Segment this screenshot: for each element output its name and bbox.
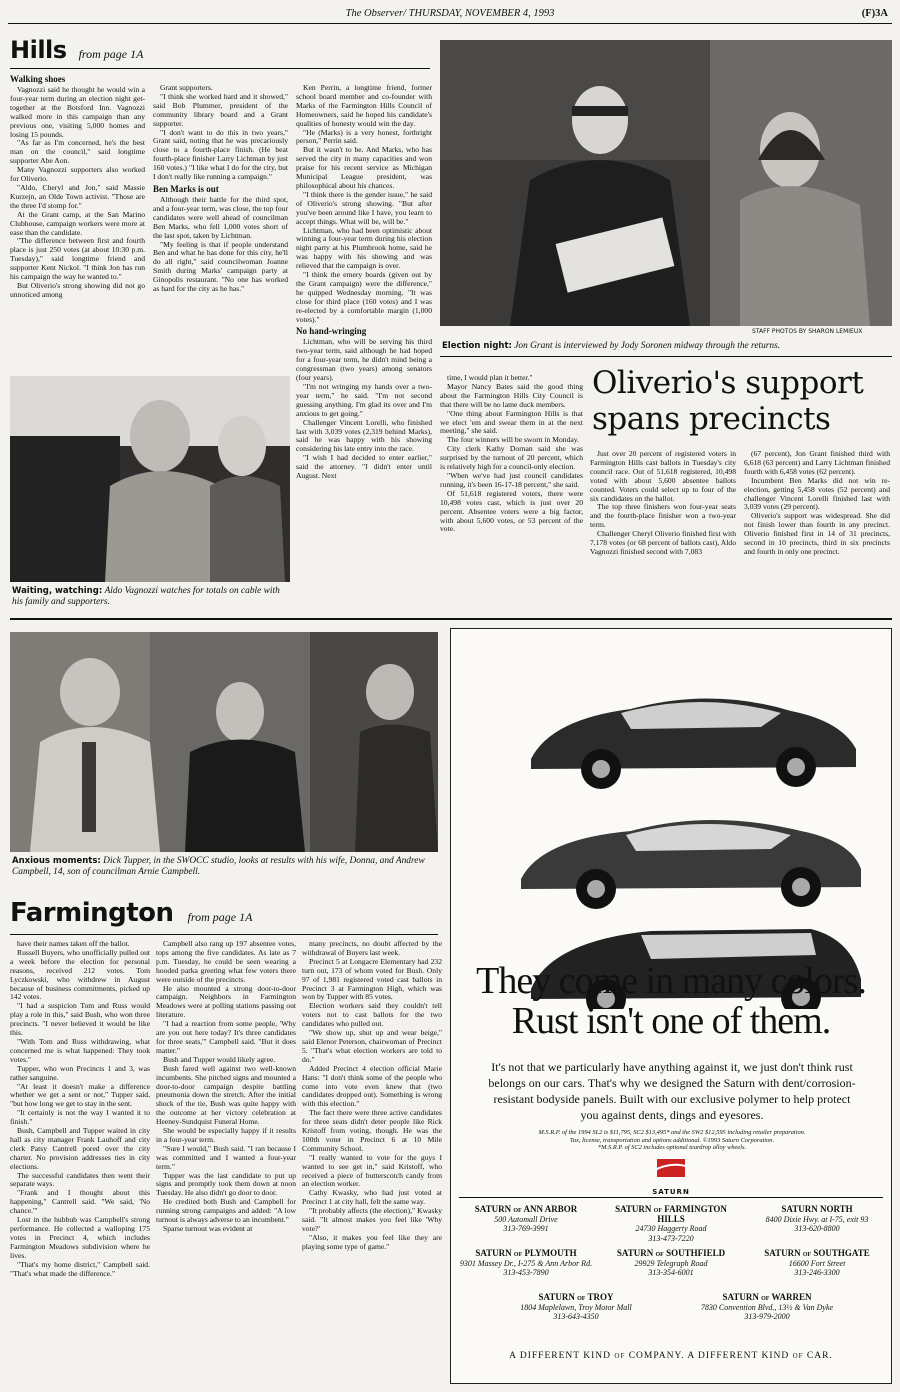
paragraph: "When we've had just council candidates running, it's been 16-17-18 percent," she said. (440, 470, 583, 489)
dealer-name: SATURN of TROY (538, 1292, 614, 1302)
paragraph: Many Vagnozzi supporters also worked for Oliverio. (10, 165, 145, 184)
dealer-phone: 313-354-6001 (648, 1268, 694, 1277)
dealer-plymouth (457, 1249, 595, 1278)
paragraph: "I had a reaction from some people, 'Why are you out here today? It's three candidates for three seats,'" Campbell said. "But it does matter." (156, 1019, 296, 1055)
paragraph: "I think she worked hard and it showed," said Bob Plummer, president of the community library board and a Grant supporter. (153, 91, 288, 128)
paragraph: "One thing about Farmington Hills is that we elect 'em and swear them in at the next meeting," she said. (440, 408, 583, 436)
hills-column-4 (440, 374, 583, 610)
paragraph: The four winners will be sworn in Monday. (447, 435, 579, 445)
paragraph: She would be especially happy if it results in a four-year term. (156, 1126, 296, 1144)
paragraph: have their names taken off the ballot. (17, 940, 130, 948)
dealer-address: 9301 Massey Dr., I-275 & Ann Arbor Rd. 313-453-7890 (459, 1258, 593, 1277)
caption-text: Jon Grant is interviewed by Jody Soronen midway through the returns. (514, 341, 781, 351)
photo-grant-image (440, 40, 892, 326)
paragraph: At the Grant camp, at the San Marino Clubhouse, campaign workers were more at ease than the candidate. (10, 209, 145, 237)
subhead-no-hand-wringing: No hand-wringing (296, 326, 367, 337)
car-illustrations (511, 649, 871, 1009)
car-sedan-icon (521, 820, 861, 909)
paragraph: Tupper, who won Precincts 1 and 3, was rather sanguine. (10, 1063, 150, 1082)
paragraph: "My feeling is that if people understand Ben and what he has done for this city, he'll do all right," said councilwoman Joanne Smith during Marks' campaign party at Ginopolis restaurant. "No one has worked as hard for the city as he has." (153, 239, 288, 294)
paragraph: Mayor Nancy Bates said the good thing about the Farmington Hills City Council is that there will be no lame duck members. (440, 381, 583, 409)
paragraph: "With Tom and Russ withdrawing, what concerned me is what happened: They took votes." (10, 1036, 150, 1064)
paragraph: Just over 20 percent of registered voters in Farmington Hills cast ballots in Tuesday's city council race. Out of 51,618 registered, 10,498 voted with about 5,600 absentee ballots counted. Voters could select up to four of the six candidates on the ballot. (590, 450, 736, 503)
paragraph: "As far as I'm concerned, he's the best man on the council," said longtime supporter Abe Aon. (10, 138, 145, 166)
dealer-name: SATURN of FARMINGTON HILLS (615, 1204, 727, 1224)
ad-rule (459, 1197, 883, 1198)
hills-kicker-block (10, 36, 143, 64)
paragraph: Sparse turnout was evident at (163, 1224, 253, 1233)
hills-kicker: Hills (10, 36, 67, 64)
paragraph: The fact there were three active candidates for three seats didn't deter people like Rick Kristoff from voting, though. He was the 100th voter in Precinct 6 at 10 Mile Community School. (302, 1108, 442, 1153)
farmington-kicker-block (10, 898, 252, 928)
ad-tagline: A DIFFERENT KIND of COMPANY. A DIFFERENT KIND of CAR. (509, 1351, 833, 1361)
paragraph: Cathy Kwasky, who had just voted at Precinct 1 at city hall, felt the same way. (302, 1188, 442, 1207)
paragraph: But it wasn't to be. And Marks, who has served the city in many capacities and won praise for his recent service as Michigan Municipal League president, was philosophical about his chances. (296, 145, 432, 190)
paragraph: He also mounted a strong door-to-door campaign. Neighbors in Farmington Meadows were at polling stations passing out literature. (156, 983, 296, 1020)
paragraph: Russell Buyers, who unofficially pulled out a week before the election for personal reasons, received 212 votes. Tom Lyczkowski, who withdrew in August because of business commitments, picked up 142 votes. (10, 947, 150, 1002)
paragraph: Challenger Vincent Lorelli, who finished last with 3,039 votes (2,319 behind Marks), said he was happy with his showing considering his late entry into the race. (296, 417, 432, 454)
paragraph: "The difference between first and fourth place is just 250 votes (at about 10:30 p.m. Tuesday)," said longtime friend and supporter Kent Nickol. "I think Jon has run his campaign the way he wanted to." (10, 236, 145, 282)
paragraph: Of 51,618 registered voters, there were 10,498 votes cast, which is just over 20 percent. Absentee voters were a big factor, with about 5,600 votes, or 53 percent of the vote. (440, 488, 583, 534)
dealer-phone: 313-769-3991 (503, 1224, 549, 1233)
dealer-address: 500 Automall Drive (494, 1214, 558, 1224)
ad-fineprint (481, 1129, 863, 1152)
dealer-address: 24730 Haggerty Road (635, 1224, 707, 1233)
paragraph: "Sure I would," Bush said. "I ran because I was committed and I wanted a four-year term." (156, 1143, 296, 1171)
paragraph: Although their battle for the third spot, and a four-year term, was close, the top four candidates were well ahead of councilman Ben Marks, who fell 1,000 votes short of the last spot, taken by Lichtman. (153, 194, 288, 240)
dealer-southfield (601, 1249, 741, 1278)
paragraph: "We show up, shut up and wear beige," said Elenor Peterson, chairwoman of Precinct 5. "That's what election workers are told to do." (302, 1028, 442, 1064)
caption-text: Dick Tupper, in the SWOCC studio, looks at results with his wife, Donna, and Andrew Campbell, 14, son of councilman Arnie Campbell. (12, 856, 425, 877)
paragraph: (67 percent), Jon Grant finished third with 6,618 (63 percent) and Larry Lichtman finished fourth with 6,458 votes (62 percent). (744, 450, 890, 476)
car-coupe-icon (531, 698, 856, 789)
dealer-warren (677, 1293, 857, 1322)
oliverio-headline-line-2: spans precincts (592, 401, 831, 437)
dealer-name: SATURN of SOUTHFIELD (616, 1248, 726, 1258)
dealer-address: 16600 Fort Street (788, 1258, 846, 1268)
hills-from-page: from page 1A (78, 47, 144, 61)
dealer-address: 1804 Maplelawn, Troy Motor Mall (520, 1302, 632, 1312)
dealer-address: 29929 Telegraph Road (634, 1258, 708, 1268)
photo-tupper-image (10, 632, 438, 852)
dealer-phone: 313-643-4350 (553, 1312, 599, 1321)
paragraph: Incumbent Ben Marks did not win re-election, getting 5,458 votes (52 percent) and challenger Vincent Lorelli finished last with 3,039 votes (29 percent). (744, 475, 890, 512)
photo-credit: STAFF PHOTOS BY SHARON LEMIEUX (752, 328, 863, 335)
fineprint-line: Tax, license, transportation and options additional. ©1993 Saturn Corporation. (569, 1136, 775, 1144)
masthead-dateline: The Observer/ THURSDAY, NOVEMBER 4, 1993 (345, 8, 555, 19)
caption-grant (442, 341, 892, 352)
paragraph: City clerk Kathy Dornan said she was surprised by the turnout of 20 percent, which is relatively high for a council-only election. (440, 444, 583, 472)
paragraph: Lost in the hubbub was Campbell's strong performance. He collected a walloping 175 votes in Precinct 4, which includes Farmington Meadows subdivision where he lives. (10, 1215, 150, 1260)
dealer-phone: 313-473-7220 (648, 1233, 694, 1243)
dealer-ann-arbor (457, 1205, 595, 1234)
paragraph: Grant supporters. (160, 84, 213, 92)
paragraph: "It probably affects (the election)," Kwasky said. "It almost makes you feel like 'Why vote?' (302, 1206, 442, 1233)
paragraph: "I really wanted to vote for the guys I wanted to see get in," said Kristoff, who received a piece of butterscotch candy from an election worker. (302, 1152, 442, 1189)
hills-column-3 (296, 84, 432, 608)
paragraph: "Also, it makes you feel like they are playing some type of game." (302, 1232, 442, 1251)
saturn-advertisement (450, 628, 892, 1384)
paragraph: He credited both Bush and Campbell for running strong campaigns and added: "A low turnout is always adverse to an incumbent." (156, 1197, 296, 1225)
ad-body: It's not that we particularly have anything against it, we just don't think rust belongs on our cars. That's why we designed the Saturn with dent/corrosion-resistant bodyside panels. Built with our exclusive polymer to help protect you against dents, dings and eyesores. (488, 1060, 856, 1122)
paragraph: Oliverio's support was widespread. She did not finish lower than fourth in any precinct. Oliverio finished first in 14 of 31 precincts, second in 10 precincts, third in six precincts and fourth in only one precinct. (744, 511, 890, 556)
dealer-name: SATURN of PLYMOUTH (475, 1248, 577, 1258)
paragraph: Bush fared well against two well-known incumbents. She pitched signs and mounted a door-to-door campaign despite battling pneumonia down the stretch. After the initial shock of the tie, Bush was quite happy with the outcome at her victory celebration at Heeney-Sundquist Funeral Home. (156, 1063, 296, 1127)
subhead-walking-shoes: Walking shoes (10, 74, 66, 84)
paragraph: Vagnozzi said he thought he would win a four-year term during an election night get-together at the Botsford Inn. Vagnozzi walked more in this campaign than any previous one, visiting 5,000 homes and losing 15 pounds. (10, 85, 145, 139)
page-number: (F)3A (861, 8, 888, 19)
dealer-address: 8400 Dixie Hwy. at I-75, exit 93 (765, 1214, 869, 1224)
saturn-logo-text: SATURN (652, 1188, 690, 1196)
paragraph: time, I would plan it better." (447, 374, 533, 382)
fineprint-line: *M.S.R.P. of SC2 includes optional teardrop alloy wheels. (597, 1144, 747, 1152)
oliverio-column-2 (744, 450, 890, 612)
caption-vagnozzi (12, 586, 292, 608)
paragraph: "That's my home district," Campbell said. "That's what made the difference." (10, 1259, 150, 1278)
paragraph: But Oliverio's strong showing did not go unnoticed among (10, 280, 145, 299)
farmington-column-1 (10, 940, 150, 1380)
paragraph: "I'm not wringing my hands over a two-year term," he said. "I'm not second guessing anything. I'm glad its over and I'm anxious to get going." (296, 382, 432, 418)
photo-vagnozzi (10, 376, 290, 582)
dealer-address: 7830 Convention Blvd., 13½ & Van Dyke (700, 1302, 834, 1312)
oliverio-column-1 (590, 450, 736, 612)
dealer-name: SATURN NORTH (781, 1204, 853, 1214)
fineprint-line: M.S.R.P. of the 1994 SL2 is $11,795, SC2 $13,495* and the SW2 $12,595 including retailer preparation. (538, 1129, 806, 1136)
paragraph: Election workers said they couldn't tell voters not to cast ballots for the two candidates who pulled out. (302, 1001, 442, 1029)
subhead-ben-marks: Ben Marks is out (153, 183, 219, 194)
paragraph: Precinct 5 at Longacre Elementary had 232 turn out, 173 of whom voted for Bush. Only 97 of 1,981 registered voted cast ballots in Precinct 3 at Farmington High, which was won by Tupper with 85 votes. (302, 956, 442, 1002)
saturn-logo (631, 1157, 711, 1195)
paragraph: The top three finishers won four-year seats and the fourth-place finisher won a two-year term. (590, 502, 736, 530)
caption-label: Waiting, watching: (12, 586, 103, 596)
farmington-rule (10, 934, 438, 935)
paragraph: many precincts, no doubt affected by the withdrawal of Buyers last week. (302, 940, 442, 957)
section-divider (10, 618, 892, 620)
rule (440, 356, 892, 357)
paragraph: "I had a suspicion Tom and Russ would play a role in this," said Bush, who won three precincts. "I never believed it would be like this. (10, 1001, 150, 1038)
paragraph: Tupper was the last candidate to put up signs and promptly took them down at noon Tuesday. He also didn't go door to door. (156, 1170, 296, 1198)
masthead (8, 8, 892, 24)
farmington-kicker: Farmington (10, 898, 174, 928)
caption-label: Election night: (442, 341, 512, 351)
paragraph: Bush and Tupper would likely agree. (163, 1054, 276, 1064)
dealer-farmington-hills (601, 1205, 741, 1243)
farmington-column-3 (302, 940, 442, 1380)
dealer-phone: 313-246-3300 (794, 1268, 840, 1277)
paragraph: "It certainly is not the way I wanted it to finish." (10, 1108, 150, 1127)
paragraph: Ken Perrin, a longtime friend, former school board member and co-founder with Marks of the Farmington Hills Council of Homeowners, said he hoped his candidate's qualities of honesty would win the day. (296, 84, 432, 128)
photo-grant-interview (440, 40, 892, 326)
paragraph: "I think there is the gender issue," he said of Oliverio's strong showing. "But after you've been around like I have, you learn to accept things. What will be, will be." (296, 189, 432, 226)
paragraph: "He (Marks) is a very honest, forthright person," Perrin said. (296, 127, 432, 146)
caption-text: Aldo Vagnozzi watches for totals on cable with his family and supporters. (12, 586, 280, 607)
paragraph: Bush, Campbell and Tupper waited in city hall as city manager Frank Lauhoff and city clerk Patsy Cantrell pored over the city charter. No provision addresses ties in city elections. (10, 1126, 150, 1171)
paragraph: "I think the emery boards (given out by the Grant campaign) were the difference," he quipped Wednesday morning. "It was close for third place (160 votes) and I was re-elected by a comfortable margin (1,000 votes)." (296, 270, 432, 324)
paragraph: Added Precinct 4 election official Marie Hans: "I don't think some of the people who come into vote even knew that (two candidates dropped out). Something is wrong with this election." (302, 1063, 442, 1109)
caption-tupper (12, 856, 438, 878)
paragraph: Lichtman, who had been optimistic about winning a four-year term during his election night party at his Plumbrook home, said he was happy with his showing and was relieved that the campaign is over. (296, 225, 432, 271)
ad-headline-line-2: Rust isn't one of them. (511, 1000, 831, 1042)
paragraph: "I don't want to do this in two years," Grant said, noting that he was precariously close to a fourth-place finish. (He beat fourth-place finisher Larry Lichtman by just 160 votes.) "I like what I do for the city, but I don't really like running a campaign." (153, 127, 288, 182)
caption-label: Anxious moments: (12, 856, 101, 866)
hills-column-2 (153, 84, 288, 374)
farmington-column-2 (156, 940, 296, 1380)
hills-rule (10, 68, 430, 69)
paragraph: "I wish I had decided to enter earlier," said the attorney. "I didn't enter until August. Next (296, 453, 432, 481)
oliverio-headline-line-1: Oliverio's support (592, 365, 864, 401)
paragraph: Campbell also rang up 197 absentee votes, tops among the five candidates. As late as 7 p.m. Tuesday, he could be seen wearing a hooded parka greeting what few voters there were outside of the precincts. (156, 940, 296, 984)
dealer-phone: 313-620-8800 (794, 1224, 840, 1233)
photo-tupper (10, 632, 438, 852)
dealer-name: SATURN of ANN ARBOR (474, 1204, 578, 1214)
paragraph: The successful candidates then went their separate ways. (10, 1170, 150, 1189)
paragraph: "At least it doesn't make a difference whether we get a sent or not," Tupper said, "but how long we get to stay in the sent. (10, 1081, 150, 1109)
dealer-name: SATURN of SOUTHGATE (764, 1248, 870, 1258)
photo-vagnozzi-image (10, 376, 290, 582)
paragraph: "Frank and I thought about this happening," Cantrell said. "We said, 'No chance.'" (10, 1188, 150, 1216)
hills-column-1 (10, 72, 145, 368)
dealer-name: SATURN of WARREN (722, 1292, 812, 1302)
dealer-southgate (747, 1249, 887, 1278)
farmington-from-page: from page 1A (187, 910, 253, 924)
saturn-logo-icon (631, 1157, 711, 1183)
ad-headline-line-1: They come in many colors. (476, 960, 866, 1002)
paragraph: Challenger Cheryl Oliverio finished first with 7,178 votes (or 68 percent of ballots cast), Aldo Vagnozzi finished second with 7,083 (590, 529, 736, 556)
paragraph: Lichtman, who will be serving his third two-year term, said although he had hoped for a four-year term, he didn't mind being a congressman (two years) among senators (four years). (296, 337, 432, 383)
dealer-troy (491, 1293, 661, 1322)
dealer-phone: 313-979-2000 (744, 1312, 790, 1321)
dealer-north (747, 1205, 887, 1234)
paragraph: "Aldo, Cheryl and Jon," said Massie Kurzejn, an Olde Town activist. "Those are the three I'd stomp for." (10, 182, 145, 210)
